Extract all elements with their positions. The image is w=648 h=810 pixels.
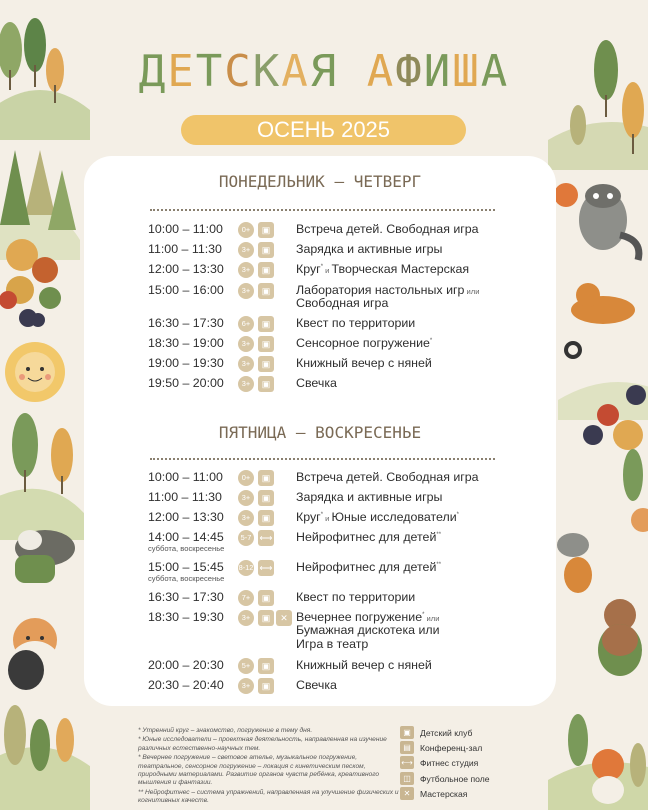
activity-alt <box>296 623 440 637</box>
activity-title: Нейрофитнес для детей <box>296 560 437 574</box>
section-title-mon-thu: ПОНЕДЕЛЬНИК – ЧЕТВЕРГ <box>218 172 422 191</box>
section-divider <box>150 458 495 460</box>
activity-title: Квест по территории <box>296 590 416 604</box>
activity-name <box>296 470 479 484</box>
kids-club-icon: ▣ <box>258 356 274 372</box>
activity-name <box>296 530 441 544</box>
section-divider <box>150 209 495 211</box>
poster-title <box>0 46 648 97</box>
time-range: 11:00 – 11:30 <box>148 242 222 256</box>
footnote-mark: ** <box>436 531 442 538</box>
activity-title: Вечернее погружение <box>296 610 423 624</box>
legend-item-football: ◫ Футбольное поле <box>400 772 490 787</box>
footnote-mark: * <box>320 263 324 270</box>
age-badge: 5+ <box>238 658 254 674</box>
activity-alt: Игра в театр <box>296 637 369 651</box>
title-letter: С <box>224 46 253 97</box>
days-note: суббота, воскресенье <box>148 574 225 583</box>
activity-title: Круг <box>296 510 321 524</box>
forest-left-illustration <box>0 0 90 810</box>
age-badge: 3+ <box>238 610 254 626</box>
activity-title: Сенсорное погружение <box>296 336 430 350</box>
title-letter: Я <box>309 46 339 97</box>
activity-name <box>296 560 441 574</box>
season-badge: ОСЕНЬ 2025 <box>181 115 466 145</box>
activity-name <box>296 336 432 350</box>
activity-title: Бумажная дискотека <box>296 623 416 637</box>
time-range: 12:00 – 13:30 <box>148 510 224 524</box>
footnote-mark: * <box>320 511 324 518</box>
age-badge: 0+ <box>238 222 254 238</box>
age-badge: 3+ <box>238 510 254 526</box>
kids-club-icon: ▣ <box>258 316 274 332</box>
footnote: * Утренний круг – знакомство, погружение в тему дня. <box>138 727 313 734</box>
kids-club-icon: ▣ <box>258 678 274 694</box>
activity-title: Зарядка и активные игры <box>296 490 443 504</box>
forest-right-illustration <box>548 0 648 810</box>
activity-title: Юные исследователи <box>331 510 457 524</box>
kids-club-icon: ▣ <box>258 242 274 258</box>
title-letter: А <box>480 46 510 97</box>
age-badge: 6+ <box>238 316 254 332</box>
kids-club-icon: ▣ <box>258 590 274 606</box>
or-label: или <box>464 287 480 296</box>
activity-name <box>296 376 337 390</box>
activity-name <box>296 316 415 330</box>
kids-club-icon: ▣ <box>258 376 274 392</box>
activity-name <box>296 356 432 370</box>
activity-title: Нейрофитнес для детей <box>296 530 437 544</box>
kids-club-icon: ▣ <box>258 490 274 506</box>
footnote-mark: * <box>422 611 425 618</box>
age-badge: 3+ <box>238 336 254 352</box>
kids-club-icon: ▣ <box>258 262 274 278</box>
time-range: 18:30 – 19:00 <box>148 336 224 350</box>
activity-name <box>296 610 439 624</box>
activity-name <box>296 658 432 672</box>
kids-club-icon: ▣ <box>258 658 274 674</box>
activity-name <box>296 490 442 504</box>
footnote-mark: * <box>456 511 459 518</box>
time-range: 15:00 – 16:00 <box>148 283 224 297</box>
activity-name <box>296 283 479 297</box>
title-letter: И <box>423 46 453 97</box>
section-title-fri-sun: ПЯТНИЦА – ВОСКРЕСЕНЬЕ <box>218 423 422 442</box>
title-letter: А <box>281 46 310 97</box>
football-field-icon: ◫ <box>400 772 414 785</box>
footnote: * Юные исследователи – проектная деятельность, направленная на изучение различных естественно-научных тем. <box>138 736 387 752</box>
activity-title: Творческая Мастерская <box>331 262 470 276</box>
time-range: 20:30 – 20:40 <box>148 678 224 692</box>
days-note: суббота, воскресенье <box>148 544 225 553</box>
activity-title: Свечка <box>296 376 337 390</box>
time-range: 14:00 – 14:45 <box>148 530 224 544</box>
activity-name <box>296 510 459 524</box>
title-letter: Е <box>167 46 196 97</box>
kids-club-icon: ▣ <box>258 336 274 352</box>
or-label: или <box>415 623 440 637</box>
kids-club-icon: ▣ <box>258 283 274 299</box>
age-badge: 3+ <box>238 356 254 372</box>
time-range: 19:50 – 20:00 <box>148 376 224 390</box>
age-badge: 3+ <box>238 490 254 506</box>
time-range: 18:30 – 19:30 <box>148 610 224 624</box>
age-badge: 3+ <box>238 678 254 694</box>
activity-title: Круг <box>296 262 321 276</box>
time-range: 20:00 – 20:30 <box>148 658 224 672</box>
footnote: * Вечернее погружение – световое ателье, музыкальное погружение, театральное, сенсорное погружение – локация с кинетическим песком, природными материалами. Развитие органов чувств ребёнка, креативного мышления и фантазии. <box>138 754 380 787</box>
footnote-mark: ** <box>436 561 442 568</box>
activity-title: Встреча детей. Свободная игра <box>296 470 479 484</box>
dumbbell-icon: ⟷ <box>258 560 274 576</box>
footnote: ** Нейрофитнес – система упражнений, направленная на улучшение физических и когнитивных качеств. <box>138 788 399 805</box>
age-badge: 0+ <box>238 470 254 486</box>
activity-title: Зарядка и активные игры <box>296 242 443 256</box>
title-letter: Ф <box>395 46 424 97</box>
conference-hall-icon: ▤ <box>400 741 414 754</box>
activity-title: Свечка <box>296 678 337 692</box>
workshop-icon: ✕ <box>276 610 292 626</box>
legend-item-fitness: ⟷ Фитнес студия <box>401 758 479 769</box>
activity-title: Квест по территории <box>296 316 416 330</box>
time-range: 11:00 – 11:30 <box>148 490 222 504</box>
time-range: 15:00 – 15:45 <box>148 560 224 574</box>
activity-title: Книжный вечер с няней <box>296 658 432 672</box>
kids-club-icon: ▣ <box>258 470 274 486</box>
activity-title: Книжный вечер с няней <box>296 356 432 370</box>
age-badge: 3+ <box>238 262 254 278</box>
age-badge: 3+ <box>238 283 254 299</box>
age-badge: 7+ <box>238 590 254 606</box>
activity-name <box>296 262 469 276</box>
kids-club-icon: ▣ <box>400 726 414 739</box>
connector: и <box>323 266 332 275</box>
location-legend <box>400 726 490 802</box>
age-badge: 3+ <box>238 376 254 392</box>
kids-club-icon: ▣ <box>258 510 274 526</box>
age-badge: 5-7 <box>238 530 254 546</box>
time-range: 10:00 – 11:00 <box>148 222 223 236</box>
title-letter: К <box>252 46 282 97</box>
time-range: 19:00 – 19:30 <box>148 356 224 370</box>
time-range: 10:00 – 11:00 <box>148 470 223 484</box>
connector: и <box>323 514 332 523</box>
time-range: 16:30 – 17:30 <box>148 590 224 604</box>
title-letter: А <box>366 46 396 97</box>
legend-item-workshop: ✕ Мастерская <box>400 787 490 802</box>
time-range: 12:00 – 13:30 <box>148 262 224 276</box>
kids-club-icon: ▣ <box>258 610 274 626</box>
dumbbell-icon: ⟷ <box>401 758 413 768</box>
activity-alt <box>296 296 388 310</box>
title-letter: Ш <box>452 46 481 97</box>
kids-club-icon: ▣ <box>258 222 274 238</box>
workshop-icon: ✕ <box>400 787 414 800</box>
age-badge: 3+ <box>238 242 254 258</box>
title-letter: Т <box>195 46 225 97</box>
or-label: или <box>424 614 440 623</box>
dumbbell-icon: ⟷ <box>258 530 274 546</box>
activity-name <box>296 242 442 256</box>
activity-title: Встреча детей. Свободная игра <box>296 222 479 236</box>
activity-name <box>296 590 415 604</box>
time-range: 16:30 – 17:30 <box>148 316 224 330</box>
age-badge: 8-12 <box>238 560 254 576</box>
legend-item-club: ▣ Детский клуб <box>400 726 490 741</box>
legend-item-conference: ▤ Конференц-зал <box>400 741 490 756</box>
activity-title: Лаборатория настольных игр <box>296 283 465 297</box>
activity-name <box>296 222 479 236</box>
title-letter <box>338 46 367 97</box>
footnote-mark: * <box>429 337 433 344</box>
title-letter: Д <box>138 46 168 97</box>
activity-title: Свободная игра <box>296 296 389 310</box>
footnotes <box>138 727 400 807</box>
activity-name <box>296 678 337 692</box>
